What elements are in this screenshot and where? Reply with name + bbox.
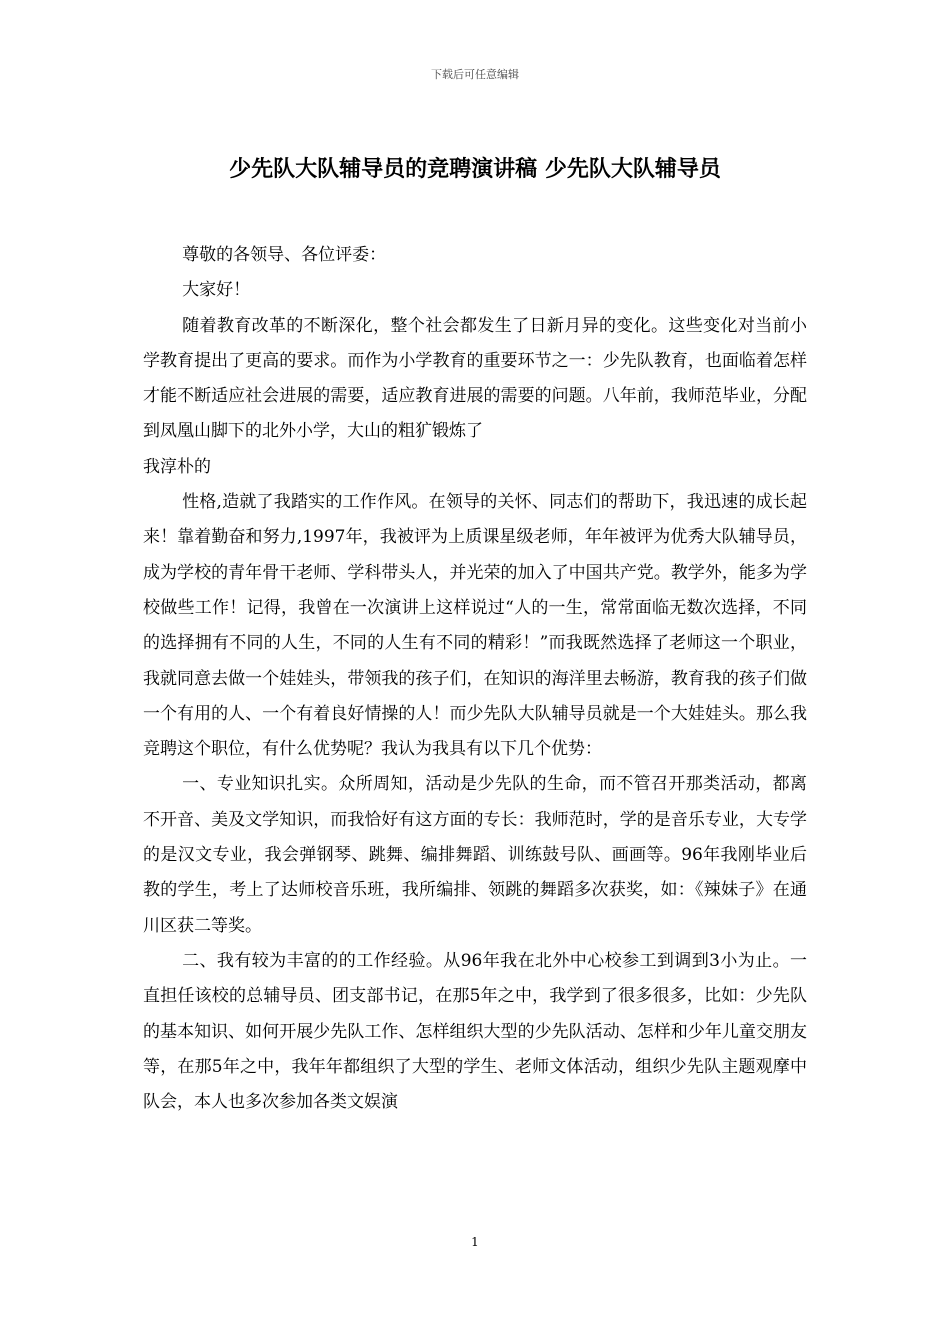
paragraph-intro: 随着教育改革的不断深化，整个社会都发生了日新月异的变化。这些变化对当前小学教育提出了更高的要求。而作为小学教育的重要环节之一：少先队教育，也面临着怎样才能不断适应社会进展的需要，适应教育进展的需要的问题。八年前，我师范毕业，分配到凤凰山脚下的北外小学，大山的粗犷锻炼了 [143, 315, 807, 442]
paragraph-salutation: 尊敬的各领导、各位评委： [182, 245, 387, 265]
page-number: 1 [471, 1235, 479, 1249]
paragraph-career: 性格,造就了我踏实的工作作风。在领导的关怀、同志们的帮助下，我迅速的成长起来！靠着勤奋和努力,1997年，我被评为上质课星级老师，年年被评为优秀大队辅导员，成为学校的青年骨干老师、学科带头人，并光荣的加入了中国共产党。教学外，能多为学校做些工作！记得，我曾在一次演讲上这样说过“人的一生，常常面临无数次选择，不同的选择拥有不同的人生，不同的人生有不同的精彩！”而我既然选择了老师这一个职业，我就同意去做一个娃娃头，带领我的孩子们，在知识的海洋里去畅游，教育我的孩子们做一个有用的人、一个有着良好情操的人！而少先队大队辅导员就是一个大娃娃头。那么我竞聘这个职位，有什么优势呢？我认为我具有以下几个优势： [143, 492, 807, 760]
document-title: 少先队大队辅导员的竞聘演讲稿 少先队大队辅导员 [229, 157, 721, 182]
header-note: 下载后可任意编辑 [431, 68, 519, 81]
paragraph-advantage-two: 二、我有较为丰富的的工作经验。从96年我在北外中心校参工到调到3小为止。一直担任该校的总辅导员、团支部书记，在那5年之中，我学到了很多很多，比如：少先队的基本知识、如何开展少先队工作、怎样组织大型的少先队活动、怎样和少年儿童交朋友等，在那5年之中，我年年都组织了大型的学生、老师文体活动，组织少先队主题观摩中队会，本人也多次参加各类文娱演 [143, 950, 807, 1113]
paragraph-intro-tail: 我淳朴的 [143, 456, 211, 477]
paragraph-advantage-one: 一、专业知识扎实。众所周知，活动是少先队的生命，而不管召开那类活动，都离不开音、美及文学知识，而我恰好有这方面的专长：我师范时，学的是音乐专业，大专学的是汉文专业，我会弹钢琴、跳舞、编排舞蹈、训练鼓号队、画画等。96年我刚毕业后教的学生，考上了达师校音乐班，我所编排、领跳的舞蹈多次获奖，如：《辣妹子》在通川区获二等奖。 [143, 774, 807, 936]
document-body [143, 238, 807, 1120]
paragraph-greeting: 大家好！ [182, 280, 251, 301]
